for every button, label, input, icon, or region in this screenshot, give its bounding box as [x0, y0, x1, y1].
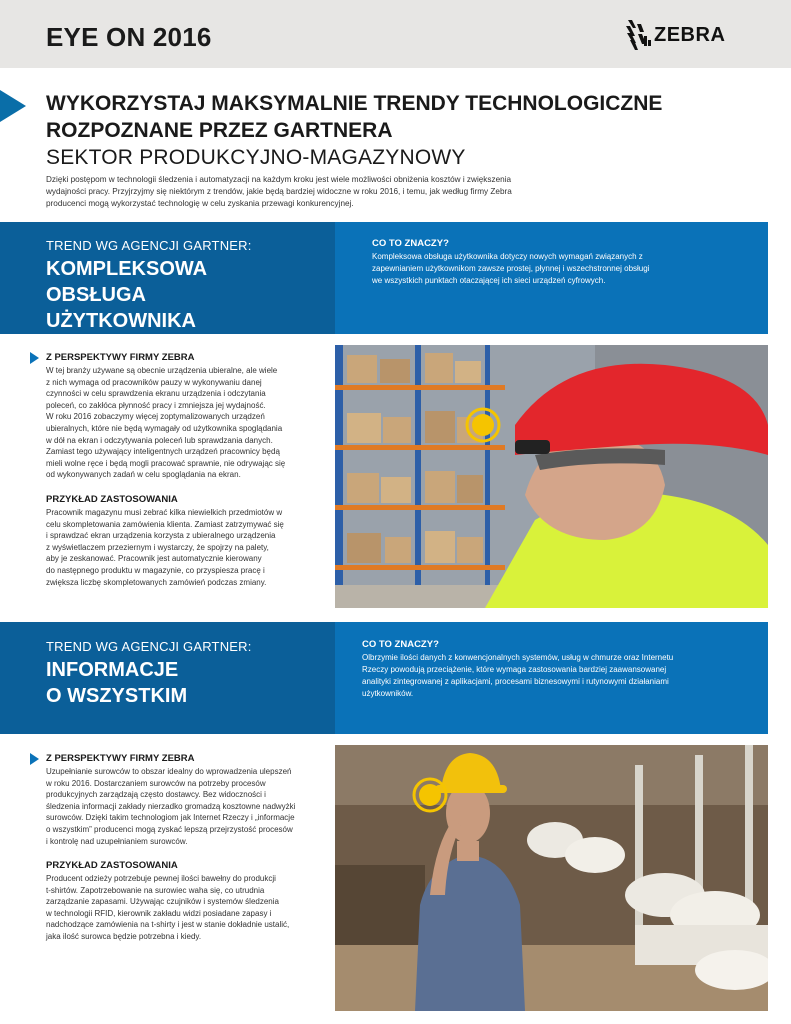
warehouse-worker-photo: [335, 345, 768, 608]
body-line: W tej branży używane są obecnie urządzenia ubieralne, ale wiele: [46, 366, 278, 375]
body-line: o wszystkim” producenci mogą zyskać lepszą przejrzystość procesów: [46, 824, 293, 834]
body-line: nadchodzące zamówienia na t-shirty i jest w stanie dokładnie ustalić,: [46, 920, 290, 930]
ctz-line: we wszystkich punktach otaczającej ich sieci urządzeń cyfrowych.: [372, 276, 606, 285]
intro-paragraph: [46, 174, 546, 210]
section-arrow-icon: [0, 90, 26, 122]
trend-title-line: INFORMACJE: [46, 659, 179, 681]
body-line: do następnego produktu w magazynie, co przyspiesza pracę i: [46, 565, 265, 575]
body-line: mieli wolne ręce i będą mogli pracować sprawnie, nie odrywając się: [46, 458, 286, 468]
body-line: z nich wymaga od pracowników pauzy w wykonywaniu danej: [46, 377, 262, 387]
page-header: [0, 0, 791, 68]
intro-line: Dzięki postępom w technologii śledzenia i automatyzacji na każdym kroku jest wiele możliwości obniżenia kosztów i zwiększenia: [46, 175, 512, 184]
body-line: zarządzanie zapasami. Używając czujników i systemów śledzenia: [46, 897, 279, 907]
intro-line: wydajności pracy. Przyjrzyjmy się niektórym z trendów, jakie będą bardziej widoczne w roku 2016, i temu, jak według firmy Zebra: [46, 187, 512, 196]
body-line: z wyświetlaczem przeziernym i wystarczy, że spojrzy na palety,: [46, 542, 269, 552]
ctz-line: analityki zintegrowanej z aplikacjami, procesami biznesowymi i rutynowymi działaniami: [362, 677, 669, 686]
trend-title-line: KOMPLEKSOWA: [46, 258, 208, 280]
trend-2-example-text: [46, 873, 331, 943]
trend-2-ctz-heading: CO TO ZNACZY?: [362, 639, 439, 650]
body-line: ubieralnych, które nie będą wymagały od użytkownika spoglądania: [46, 423, 283, 433]
body-line: w roku 2016. Dostarczaniem surowców na potrzeby procesów: [46, 778, 266, 788]
trend-1-perspective-heading: Z PERSPEKTYWY FIRMY ZEBRA: [46, 352, 195, 363]
body-line: W roku 2016 zobaczymy więcej zoptymalizowanych urządzeń: [46, 412, 265, 422]
factory-worker-photo: [335, 745, 768, 1011]
bullet-arrow-icon: [30, 753, 39, 765]
ctz-line: Kompleksowa obsługa użytkownika dotyczy nowych wymagań związanych z: [372, 252, 643, 261]
trend-1-ctz-heading: CO TO ZNACZY?: [372, 238, 449, 249]
trend-2-ctz-text: [362, 652, 757, 700]
bullet-arrow-icon: [30, 352, 39, 364]
trend-2-perspective-text: [46, 766, 331, 847]
main-subtitle: SEKTOR PRODUKCYJNO-MAGAZYNOWY: [46, 146, 466, 169]
body-line: w technologii RFID, kierownik zakładu widzi posiadane zapasy i: [46, 908, 272, 918]
trend-1-title: [46, 256, 207, 334]
ctz-line: Rzeczy powodują przeciążenie, które wymaga zastosowania bardziej zaawansowanej: [362, 665, 667, 674]
zebra-logo: [624, 18, 744, 52]
body-line: od wykonywanych zadań w celu spoglądania na ekran.: [46, 470, 241, 480]
body-line: śledzenia informacji zakłady nierzadko gromadzą kosztowne nadwyżki: [46, 801, 296, 811]
trend-title-line: OBSŁUGA: [46, 284, 146, 306]
trend-1-ctz-text: [372, 251, 752, 287]
body-line: Producent odzieży potrzebuje pewnej ilości bawełny do produkcji: [46, 874, 276, 883]
header-title: EYE ON 2016: [46, 22, 212, 52]
trend-title-line: O WSZYSTKIM: [46, 685, 188, 707]
trend-2-example-heading: PRZYKŁAD ZASTOSOWANIA: [46, 860, 178, 871]
trend-1-example-heading: PRZYKŁAD ZASTOSOWANIA: [46, 494, 178, 505]
body-line: czynności w celu sprawdzenia ekranu urządzenia i odczytania: [46, 389, 266, 399]
body-line: produkcyjnych zarządzają często dostawcy. Bez widoczności i: [46, 790, 266, 800]
zebra-head-icon: [624, 18, 652, 52]
main-title-line: WYKORZYSTAJ MAKSYMALNIE TRENDY TECHNOLOGICZNE: [46, 92, 663, 115]
body-line: Pracownik magazynu musi zebrać kilka niewielkich przedmiotów w: [46, 508, 283, 517]
trend-title-line: UŻYTKOWNIKA: [46, 310, 196, 332]
body-line: zwiększa liczbę skompletowanych zamówień podczas zmiany.: [46, 577, 267, 587]
body-line: surowców. Dzięki takim technologiom jak Internet Rzeczy i „informacje: [46, 813, 295, 823]
body-line: w dół na ekran i odczytywania poleceń lub sprawdzania danych.: [46, 435, 273, 445]
main-title: [46, 90, 766, 144]
body-line: jaka ilość surowca będzie potrzebna i kiedy.: [46, 931, 202, 941]
ctz-line: Olbrzymie ilości danych z konwencjonalnych systemów, usług w chmurze oraz Internetu: [362, 653, 674, 662]
body-line: poleceń, co zakłóca płynność pracy i zmniejsza jej wydajność.: [46, 400, 266, 410]
body-line: t-shirtów. Zapotrzebowanie na surowiec waha się, co utrudnia: [46, 885, 265, 895]
trend-2-perspective-heading: Z PERSPEKTYWY FIRMY ZEBRA: [46, 753, 195, 764]
main-title-line: ROZPOZNANE PRZEZ GARTNERA: [46, 119, 393, 142]
ctz-line: zapewnianiem użytkownikom zawsze prostej, płynnej i wszechstronnej obsługi: [372, 264, 650, 273]
ctz-line: użytkowników.: [362, 689, 414, 698]
body-line: Zamiast tego używający inteligentnych urządzeń pracownicy będą: [46, 447, 280, 457]
trend-1-example-text: [46, 507, 331, 588]
body-line: i kontrolę nad uzupełnianiem surowców.: [46, 836, 188, 846]
trend-2-label: TREND WG AGENCJI GARTNER:: [46, 639, 252, 654]
logo-wordmark: ZEBRA: [654, 24, 726, 46]
trend-2-title: [46, 657, 187, 709]
body-line: celu skompletowania zamówienia klienta. Zamiast zatrzymywać się: [46, 519, 284, 529]
trend-1-perspective-text: [46, 365, 331, 481]
trend-1-label: TREND WG AGENCJI GARTNER:: [46, 238, 252, 253]
body-line: aby je zeskanować. Pracownik jest automatycznie kierowany: [46, 554, 262, 564]
body-line: i sprawdzać ekran urządzenia korzysta z ubieralnego urządzenia: [46, 531, 276, 541]
body-line: Uzupełnianie surowców to obszar idealny do wprowadzenia ulepszeń: [46, 767, 292, 776]
intro-line: producenci mogą wykorzystać technologię w celu zyskania przewagi konkurencyjnej.: [46, 199, 354, 208]
